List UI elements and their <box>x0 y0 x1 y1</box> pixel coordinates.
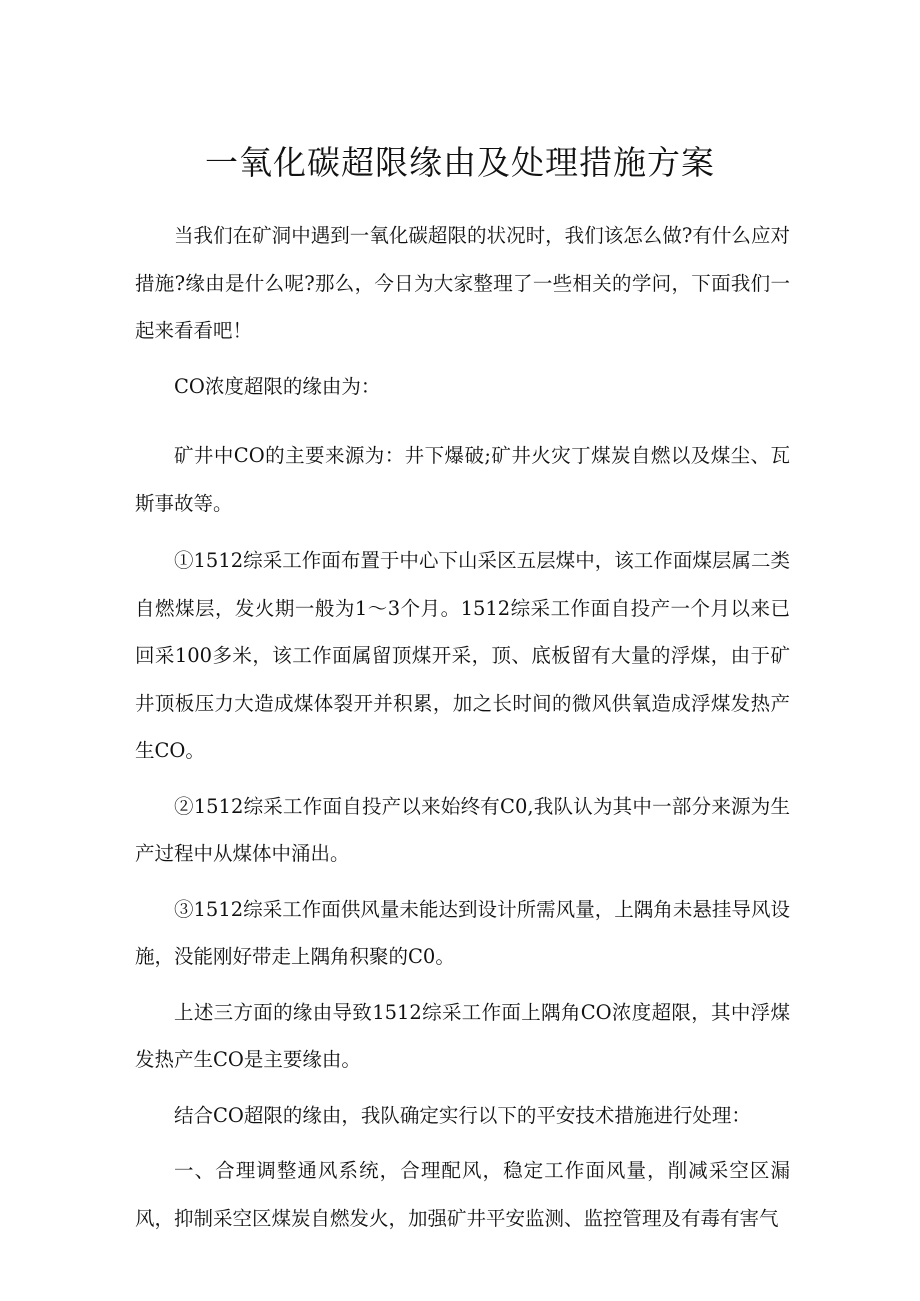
paragraph-cause-heading: CO浓度超限的缘由为： <box>174 374 381 398</box>
paragraph-cause-2: ②1512综采工作面自投产以来始终有C0,我队认为其中一部分来源为生产过程中从煤体中涌出。 <box>135 794 790 865</box>
document-title: 一氧化碳超限缘由及处理措施方案 <box>205 143 715 182</box>
paragraph-cause-1: ①1512综采工作面布置于中心下山采区五层煤中，该工作面煤层属二类自燃煤层，发火期一般为1～3个月。1512综采工作面自投产一个月以来已回采100多米，该工作面属留顶煤开采，顶、底板留有大量的浮煤，由于矿井顶板压力大造成煤体裂开并积累，加之长时间的微风供氧造成浮煤发热产生CO。 <box>135 549 790 762</box>
paragraph-cause-3: ③1512综采工作面供风量未能达到设计所需风量，上隅角未悬挂导风设施，没能刚好带走上隅角积聚的C0。 <box>135 897 790 968</box>
paragraph-measures-intro: 结合CO超限的缘由，我队确定实行以下的平安技术措施进行处理： <box>174 1103 751 1127</box>
paragraph-summary: 上述三方面的缘由导致1512综采工作面上隅角CO浓度超限，其中浮煤发热产生CO是主要缘由。 <box>135 1000 790 1071</box>
document-body <box>135 212 790 1242</box>
paragraph-measure-1: 一、合理调整通风系统，合理配风，稳定工作面风量，削减采空区漏风，抑制采空区煤炭自燃发火，加强矿井平安监测、监控管理及有毒有害气 <box>135 1159 790 1230</box>
paragraph-intro: 当我们在矿洞中遇到一氧化碳超限的状况时，我们该怎么做?有什么应对措施?缘由是什么呢?那么，今日为大家整理了一些相关的学问，下面我们一起来看看吧！ <box>135 224 790 342</box>
paragraph-co-sources: 矿井中CO的主要来源为：井下爆破;矿井火灾丁煤炭自燃以及煤尘、瓦斯事故等。 <box>135 444 790 515</box>
